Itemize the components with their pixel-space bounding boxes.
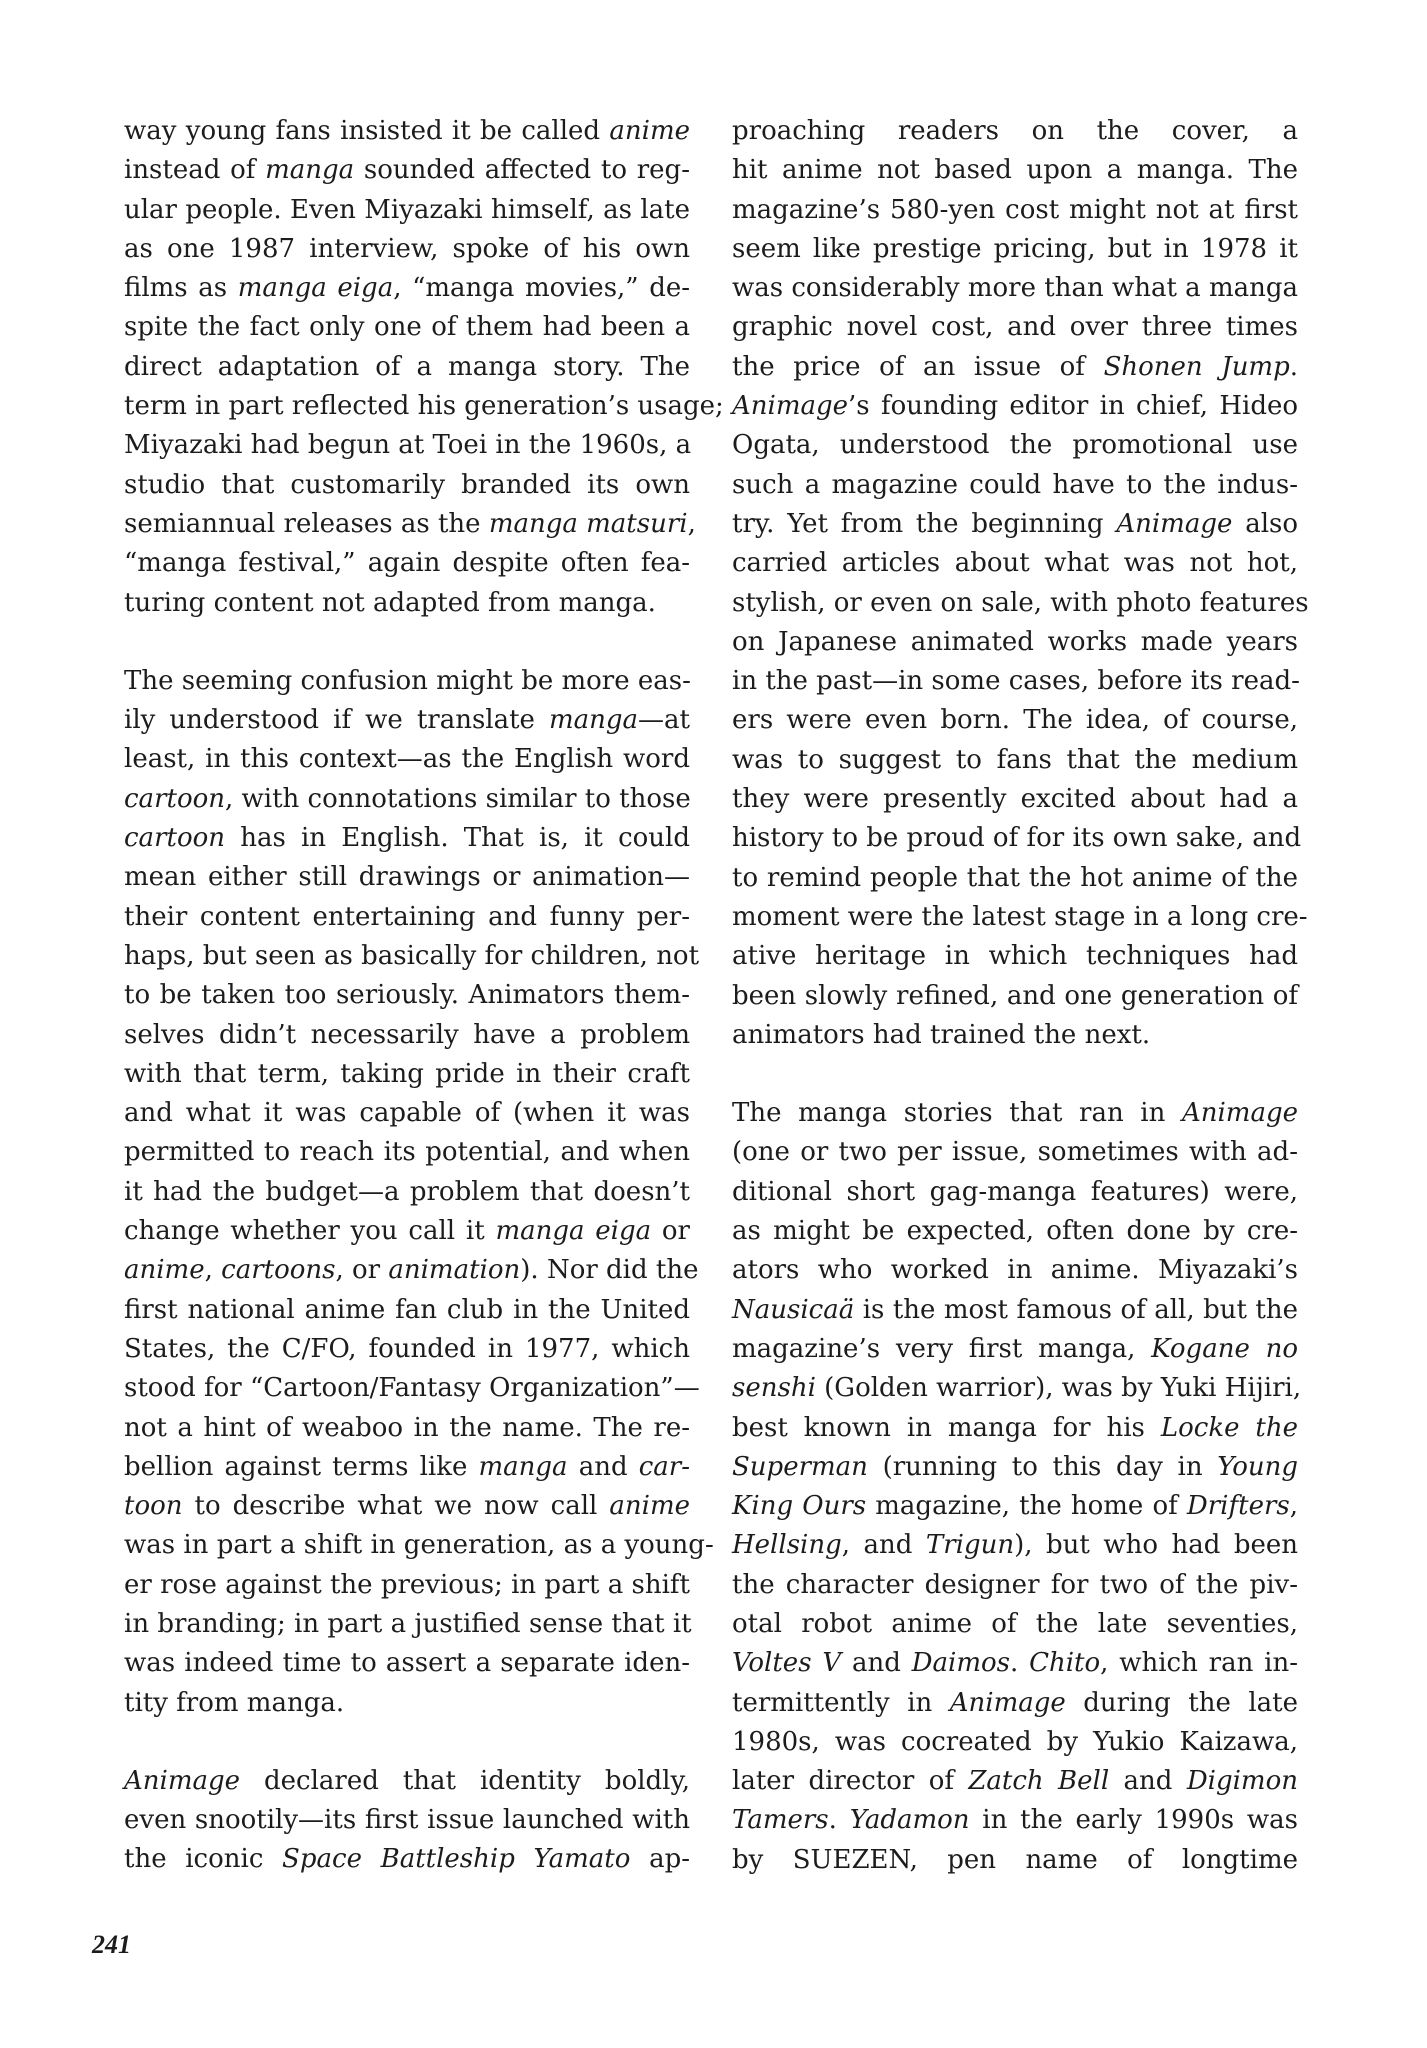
text-line: ators who worked in anime. Miyazaki’s: [732, 1255, 1298, 1286]
text-line: they were presently excited about had a: [732, 784, 1298, 815]
text-line: history to be proud of for its own sake, and: [732, 823, 1302, 854]
text-line: best known in manga for his Locke the: [732, 1412, 1299, 1443]
text-line: studio that customarily branded its own: [124, 469, 690, 500]
text-line: stylish, or even on sale, with photo features: [732, 587, 1309, 618]
text-line: mean either still drawings or animation—: [124, 862, 690, 893]
text-line: Ogata, understood the promotional use: [732, 430, 1298, 461]
text-line: their content entertaining and funny per-: [124, 901, 690, 932]
text-line: not a hint of weaboo in the name. The re-: [124, 1412, 690, 1443]
text-line: first national anime fan club in the United: [124, 1294, 690, 1325]
text-line: King Ours magazine, the home of Drifters,: [732, 1491, 1298, 1522]
text-line: Animage declared that identity boldly,: [124, 1765, 690, 1796]
text-line: Voltes V and Daimos. Chito, which ran in-: [732, 1648, 1299, 1679]
text-line: the price of an issue of Shonen Jump.: [732, 351, 1298, 382]
text-line: senshi (Golden warrior), was by Yuki Hijiri,: [732, 1373, 1302, 1404]
text-line: Miyazaki had begun at Toei in the 1960s, a: [124, 430, 692, 461]
text-line: er rose against the previous; in part a shift: [124, 1569, 690, 1600]
text-line: magazine’s very first manga, Kogane no: [732, 1333, 1298, 1364]
text-line: try. Yet from the beginning Animage also: [732, 508, 1299, 539]
paragraph: [732, 1094, 1302, 1880]
text-line: turing content not adapted from manga.: [124, 587, 656, 618]
paragraph: [124, 112, 724, 623]
text-line: States, the C/FO, founded in 1977, which: [124, 1333, 690, 1364]
text-line: such a magazine could have to the indus-: [732, 469, 1298, 500]
text-line: Tamers. Yadamon in the early 1990s was: [732, 1805, 1298, 1836]
text-line: in branding; in part a justified sense that it: [124, 1608, 692, 1639]
text-line: change whether you call it manga eiga or: [124, 1216, 690, 1247]
text-line: stood for “Cartoon/Fantasy Organization”—: [124, 1373, 700, 1404]
text-line: cartoon, with connotations similar to those: [124, 783, 691, 814]
text-line: hit anime not based upon a manga. The: [732, 155, 1298, 186]
text-line: graphic novel cost, and over three times: [732, 312, 1298, 343]
text-line: term in part reflected his generation’s usage;: [124, 391, 724, 422]
text-line: animators had trained the next.: [732, 1019, 1151, 1050]
text-line: selves didn’t necessarily have a problem: [124, 1019, 690, 1050]
text-line: bellion against terms like manga and car-: [124, 1451, 691, 1482]
text-line: even snootily—its first issue launched with: [124, 1805, 690, 1836]
text-line: by SUEZEN, pen name of longtime: [732, 1844, 1298, 1875]
text-line: way young fans insisted it be called anime: [124, 116, 690, 146]
text-line: it had the budget—a problem that doesn’t: [124, 1176, 690, 1207]
text-line: tity from manga.: [124, 1687, 345, 1718]
text-line: to remind people that the hot anime of the: [732, 862, 1298, 893]
text-line: anime, cartoons, or animation). Nor did the: [124, 1255, 699, 1286]
text-line: proaching readers on the cover, a: [732, 116, 1298, 146]
text-line: seem like prestige pricing, but in 1978 it: [732, 233, 1298, 264]
text-line: (one or two per issue, sometimes with ad-: [732, 1137, 1298, 1168]
text-line: the iconic Space Battleship Yamato ap-: [124, 1844, 691, 1875]
text-line: The seeming confusion might be more eas-: [124, 665, 691, 696]
text-line: spite the fact only one of them had been a: [124, 312, 690, 343]
paragraph: [732, 112, 1309, 1055]
text-line: semiannual releases as the manga matsuri,: [124, 508, 696, 539]
text-line: The manga stories that ran in Animage: [732, 1098, 1298, 1129]
text-line: ative heritage in which techniques had: [732, 941, 1298, 972]
text-line: as might be expected, often done by cre-: [732, 1216, 1298, 1247]
text-line: in the past—in some cases, before its read-: [732, 666, 1300, 697]
page-number: 241: [92, 1930, 131, 1959]
left-column: [124, 112, 724, 1880]
text-line: ditional short gag-manga features) were,: [732, 1176, 1298, 1207]
text-line: carried articles about what was not hot,: [732, 548, 1298, 579]
text-line: instead of manga sounded affected to reg-: [124, 155, 690, 186]
text-line: and what it was capable of (when it was: [124, 1098, 690, 1129]
text-line: ers were even born. The idea, of course,: [732, 705, 1298, 736]
text-line: magazine’s 580-yen cost might not at first: [732, 194, 1298, 225]
text-line: Animage’s founding editor in chief, Hideo: [732, 391, 1298, 422]
text-line: with that term, taking pride in their craft: [124, 1058, 690, 1089]
text-line: Nausicaä is the most famous of all, but the: [732, 1294, 1298, 1325]
text-line: Superman (running to this day in Young: [732, 1451, 1298, 1482]
text-line: was in part a shift in generation, as a young-: [124, 1530, 714, 1561]
paragraph: [124, 662, 714, 1723]
text-line: 1980s, was cocreated by Yukio Kaizawa,: [732, 1726, 1298, 1757]
text-line: moment were the latest stage in a long cre-: [732, 901, 1308, 932]
text-line: least, in this context—as the English word: [124, 744, 690, 775]
text-line: termittently in Animage during the late: [732, 1687, 1298, 1718]
text-line: been slowly refined, and one generation of: [732, 980, 1298, 1011]
text-line: otal robot anime of the late seventies,: [732, 1608, 1298, 1639]
text-line: Hellsing, and Trigun), but who had been: [732, 1530, 1298, 1561]
text-line: ular people. Even Miyazaki himself, as late: [124, 194, 690, 225]
text-line: permitted to reach its potential, and when: [124, 1137, 690, 1168]
text-line: “manga festival,” again despite often fea-: [124, 548, 690, 579]
text-line: ily understood if we translate manga—at: [124, 705, 690, 736]
text-line: the character designer for two of the piv-: [732, 1569, 1298, 1600]
text-line: as one 1987 interview, spoke of his own: [124, 233, 690, 264]
text-line: cartoon has in English. That is, it could: [124, 823, 690, 854]
text-line: to be taken too seriously. Animators them-: [124, 980, 690, 1011]
text-line: films as manga eiga, “manga movies,” de-: [124, 273, 691, 304]
text-line: on Japanese animated works made years: [732, 626, 1298, 657]
text-line: toon to describe what we now call anime: [124, 1491, 690, 1522]
text-line: haps, but seen as basically for children, not: [124, 940, 700, 971]
paragraph: [124, 1762, 690, 1880]
text-line: later director of Zatch Bell and Digimon: [732, 1766, 1298, 1797]
right-column: [732, 112, 1309, 1880]
text-line: direct adaptation of a manga story. The: [124, 351, 690, 382]
text-line: was to suggest to fans that the medium: [732, 744, 1298, 775]
text-line: was indeed time to assert a separate iden-: [124, 1648, 690, 1679]
text-line: was considerably more than what a manga: [732, 273, 1298, 304]
